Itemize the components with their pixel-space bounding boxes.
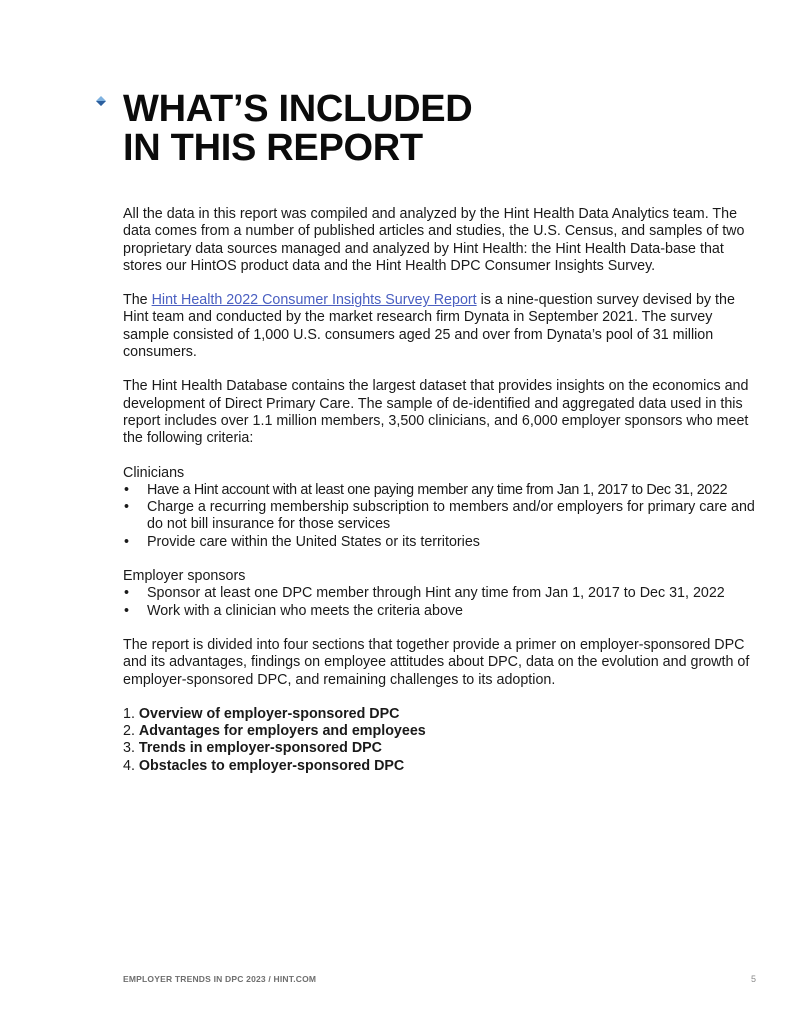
database-paragraph: The Hint Health Database contains the largest dataset that provides insights on the economics and development of Direct Primary Care. The sample of de-identified and aggregated data used in this report includes over 1.1 million members, 3,500 clinicians, and 6,000 employer sponsors who meet the following criteria: — [123, 378, 749, 447]
section-item-1 — [123, 706, 755, 723]
section-number: 3. — [123, 740, 139, 757]
bullet-icon: • — [124, 533, 130, 550]
report-sections-list — [123, 706, 755, 775]
section-item-4 — [123, 758, 755, 775]
list-item — [123, 534, 755, 551]
list-item — [123, 585, 755, 602]
survey-paragraph-prefix: The — [123, 292, 152, 309]
section-label: Advantages for employers and employees — [138, 723, 426, 740]
section-number: 4. — [123, 757, 139, 774]
section-number: 2. — [123, 723, 139, 740]
sections-intro-paragraph: The report is divided into four sections that together provide a primer on employer-sponsored DPC and its advantages, findings on employee attitudes about DPC, data on the evolution and growth of employer-sponsored DPC, and remaining challenges to its adoption. — [123, 636, 750, 688]
bullet-icon: • — [124, 585, 130, 602]
section-item-3 — [123, 740, 755, 757]
list-item-text: Sponsor at least one DPC member through Hint any time from Jan 1, 2017 to Dec 31, 2022 — [147, 585, 725, 602]
intro-paragraph: All the data in this report was compiled and analyzed by the Hint Health Data Analytics team. The data comes from a number of published articles and studies, the U.S. Census, and samples of two proprietary data sources managed and analyzed by Hint Health: the Hint Health Data-base that stores our HintOS product data and the Hint Health DPC Consumer Insights Survey. — [123, 206, 745, 274]
list-item-text: Charge a recurring membership subscription to members and/or employers for primary care and do not bill insurance for those services — [147, 499, 755, 533]
section-number: 1. — [123, 705, 139, 722]
report-body — [123, 206, 755, 775]
page-title — [123, 90, 472, 168]
list-item-text: Provide care within the United States or its territories — [147, 533, 480, 550]
section-label: Overview of employer-sponsored DPC — [138, 705, 400, 722]
footer-publication-label: EMPLOYER TRENDS IN DPC 2023 / HINT.COM — [123, 974, 317, 984]
bullet-icon: • — [124, 481, 130, 498]
survey-paragraph — [123, 292, 755, 361]
page-title-line-2: IN THIS REPORT — [123, 127, 423, 169]
survey-paragraph-suffix: is a nine-question survey devised by the Hint team and conducted by the market research firm Dynata in September 2021. The survey sample consisted of 1,000 U.S. consumers aged 25 and over from Dynata’s pool of 31 million consumers. — [123, 292, 735, 361]
section-item-2 — [123, 723, 755, 740]
section-label: Obstacles to employer-sponsored DPC — [138, 757, 405, 774]
survey-report-link[interactable]: Hint Health 2022 Consumer Insights Survey Report — [151, 292, 477, 309]
clinicians-criteria-list — [123, 482, 755, 551]
section-label: Trends in employer-sponsored DPC — [138, 740, 383, 757]
list-item — [123, 482, 755, 499]
bullet-icon: • — [124, 499, 130, 516]
page-number: 5 — [750, 974, 756, 984]
hint-logo-icon — [96, 96, 106, 106]
list-item — [123, 603, 755, 620]
page-title-line-1: WHAT’S INCLUDED — [123, 88, 473, 130]
employer-sponsors-heading: Employer sponsors — [123, 568, 246, 585]
list-item-text: Work with a clinician who meets the criteria above — [147, 602, 463, 619]
bullet-icon: • — [124, 602, 130, 619]
list-item — [123, 499, 755, 534]
employer-sponsors-criteria-list — [123, 585, 755, 620]
clinicians-heading: Clinicians — [123, 464, 185, 481]
list-item-text: Have a Hint account with at least one paying member any time from Jan 1, 2017 to Dec 31, 2022 — [147, 481, 728, 498]
